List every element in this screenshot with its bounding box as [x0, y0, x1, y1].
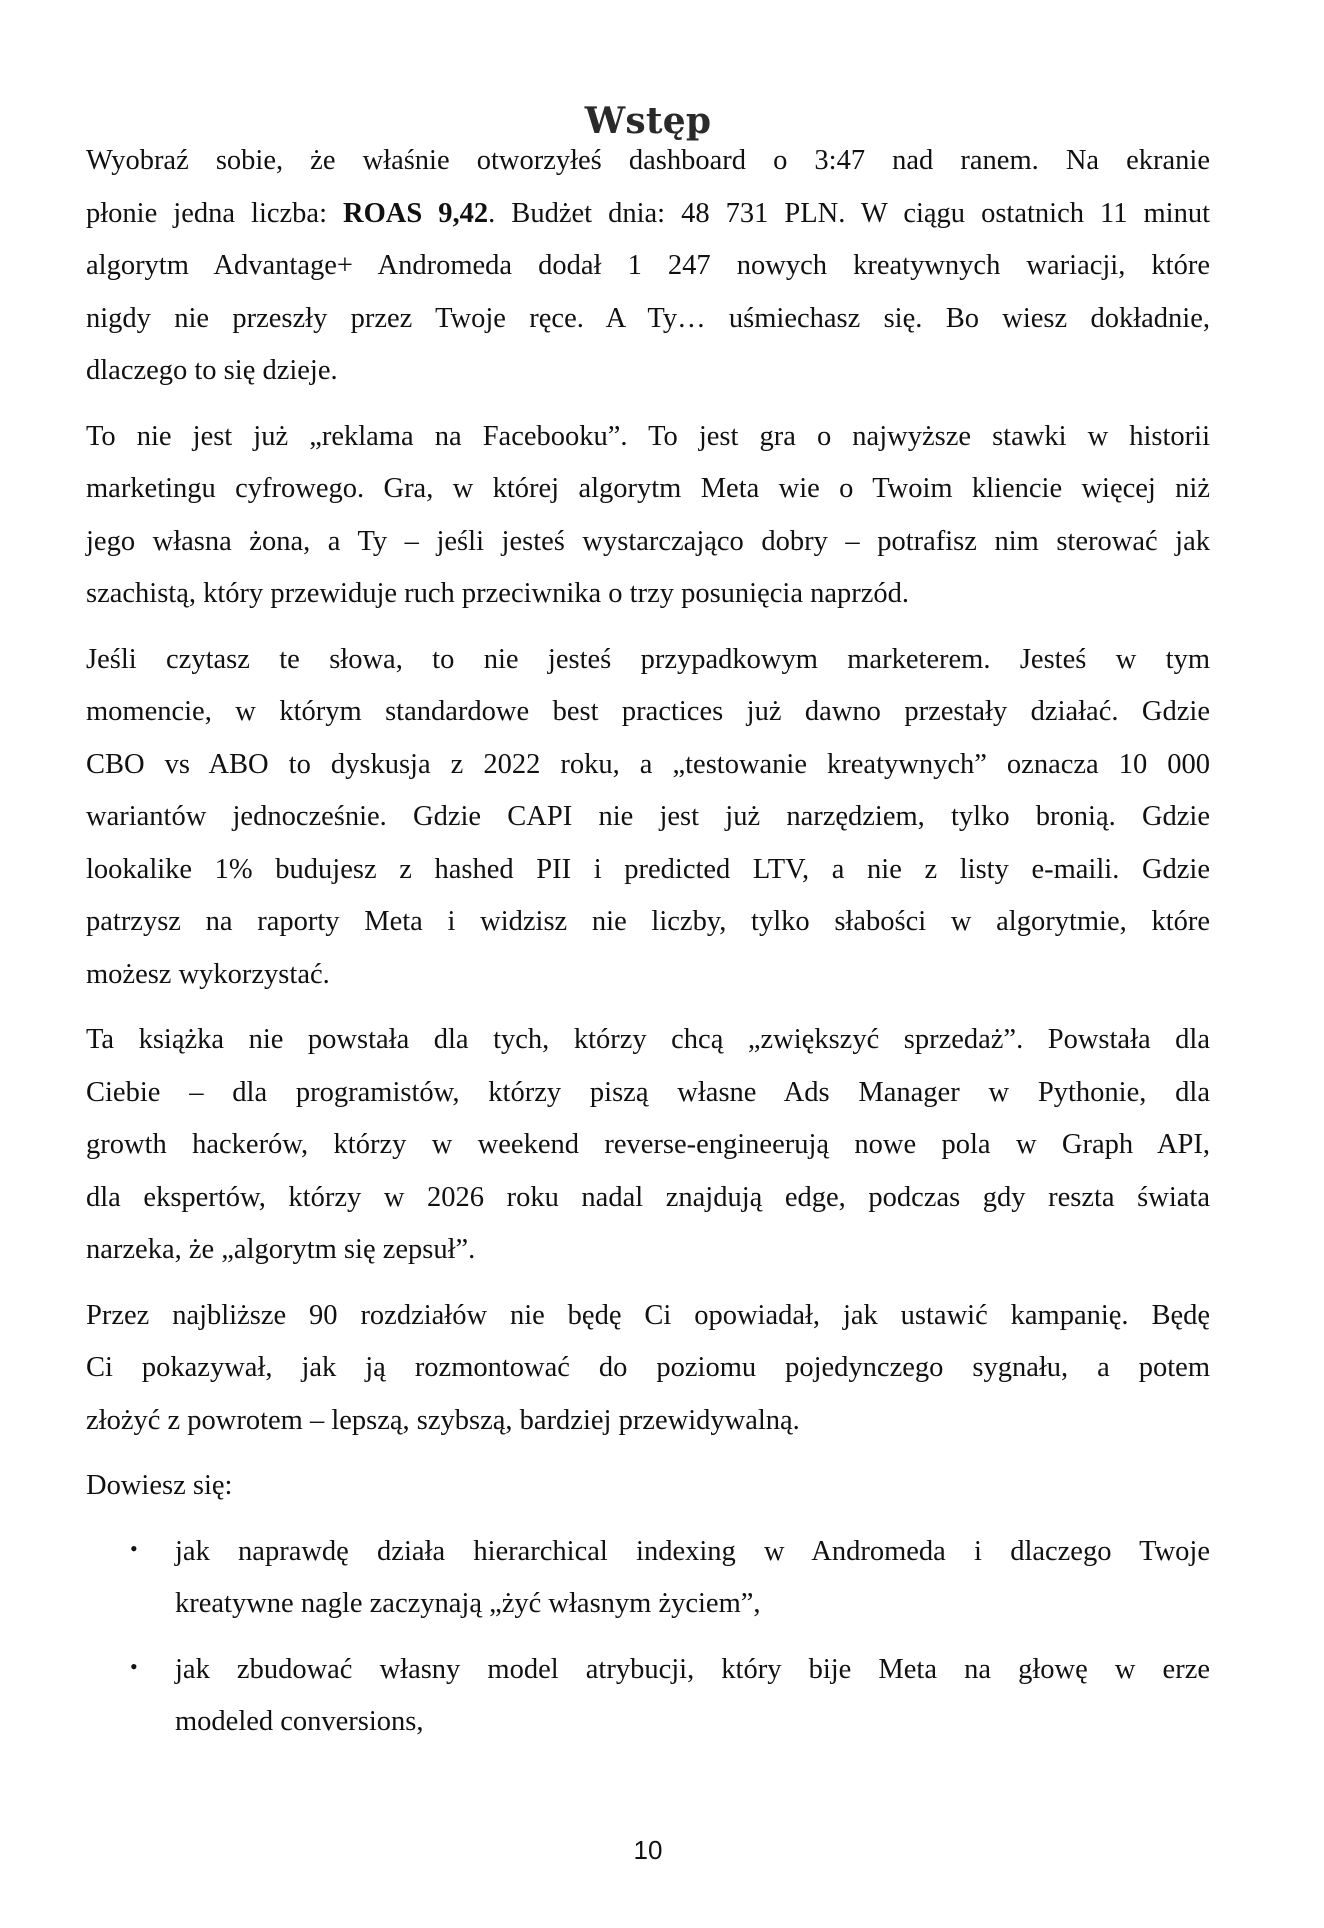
chapter-title: Wstęp	[584, 100, 712, 143]
list-item	[86, 1644, 1210, 1749]
list-item	[86, 1526, 1210, 1631]
text-line: dla ekspertów, którzy w 2026 roku nadal znajdują edge, podczas gdy reszta świata	[86, 1181, 1210, 1213]
text-line: Przez najbliższe 90 rozdziałów nie będę Ci opowiadał, jak ustawić kampanię. Będę	[86, 1299, 1210, 1331]
text-line: Ciebie – dla programistów, którzy piszą własne Ads Manager w Pythonie, dla	[86, 1076, 1210, 1108]
body-text	[86, 135, 1210, 1762]
text-line: jego własna żona, a Ty – jeśli jesteś wystarczająco dobry – potrafisz nim sterować jak	[86, 525, 1210, 557]
text-line: możesz wykorzystać.	[86, 958, 330, 990]
paragraph-5	[86, 1290, 1210, 1448]
roas-highlight: ROAS 9,42	[343, 197, 489, 229]
text-line: szachistą, który przewiduje ruch przeciwnika o trzy posunięcia naprzód.	[86, 578, 910, 609]
bullet-icon: •	[130, 1535, 138, 1561]
text-line: nigdy nie przeszły przez Twoje ręce. A Ty… uśmiechasz się. Bo wiesz dokładnie,	[86, 302, 1210, 334]
text-line: modeled conversions,	[175, 1706, 424, 1737]
text-line: dlaczego to się dzieje.	[86, 355, 338, 386]
text-line: Jeśli czytasz te słowa, to nie jesteś przypadkowym marketerem. Jesteś w tym	[86, 643, 1210, 675]
paragraph-2	[86, 411, 1210, 621]
text-line: Ta książka nie powstała dla tych, którzy chcą „zwiększyć sprzedaż”. Powstała dla	[86, 1024, 1210, 1055]
text-line: To nie jest już „reklama na Facebooku”. To jest gra o najwyższe stawki w historii	[86, 420, 1210, 452]
text-line: narzeka, że „algorytm się zepsuł”.	[86, 1234, 476, 1265]
text-line: wariantów jednocześnie. Gdzie CAPI nie jest już narzędziem, tylko bronią. Gdzie	[86, 801, 1210, 832]
bullet-list	[86, 1526, 1210, 1749]
text-line: złożyć z powrotem – lepszą, szybszą, bardziej przewidywalną.	[86, 1404, 800, 1436]
text-line: jak naprawdę działa hierarchical indexing w Andromeda i dlaczego Twoje	[175, 1535, 1210, 1567]
text-fragment: płonie jedna liczba:	[86, 197, 344, 229]
text-line: Ci pokazywał, jak ją rozmontować do poziomu pojedynczego sygnału, a potem	[86, 1352, 1210, 1383]
text-line: algorytm Advantage+ Andromeda dodał 1 247 nowych kreatywnych wariacji, które	[86, 250, 1210, 281]
text-line: lookalike 1% budujesz z hashed PII i predicted LTV, a nie z listy e-maili. Gdzie	[86, 853, 1210, 885]
paragraph-1	[86, 135, 1210, 398]
text-line: patrzysz na raporty Meta i widzisz nie liczby, tylko słabości w algorytmie, które	[86, 906, 1210, 937]
page-number: 10	[633, 1835, 663, 1865]
text-fragment: . Budżet dnia: 48 731 PLN. W ciągu ostatnich 11 minut	[488, 197, 1211, 229]
text-line: Wyobraź sobie, że właśnie otworzyłeś dashboard o 3:47 nad ranem. Na ekranie	[86, 145, 1210, 176]
bullet-icon: •	[130, 1653, 138, 1679]
paragraph-4	[86, 1014, 1210, 1277]
text-line: momencie, w którym standardowe best practices już dawno przestały działać. Gdzie	[86, 696, 1210, 727]
text-line: Dowiesz się:	[86, 1470, 233, 1501]
text-line	[86, 188, 1210, 241]
list-intro	[86, 1460, 1210, 1513]
text-line: kreatywne nagle zaczynają „żyć własnym życiem”,	[175, 1588, 761, 1619]
text-line: growth hackerów, którzy w weekend reverse-engineerują nowe pola w Graph API,	[86, 1129, 1210, 1160]
text-line: marketingu cyfrowego. Gra, w której algorytm Meta wie o Twoim kliencie więcej niż	[86, 473, 1210, 504]
text-line: jak zbudować własny model atrybucji, który bije Meta na głowę w erze	[175, 1653, 1210, 1685]
paragraph-3	[86, 634, 1210, 1002]
text-line: CBO vs ABO to dyskusja z 2022 roku, a „testowanie kreatywnych” oznacza 10 000	[86, 748, 1210, 780]
